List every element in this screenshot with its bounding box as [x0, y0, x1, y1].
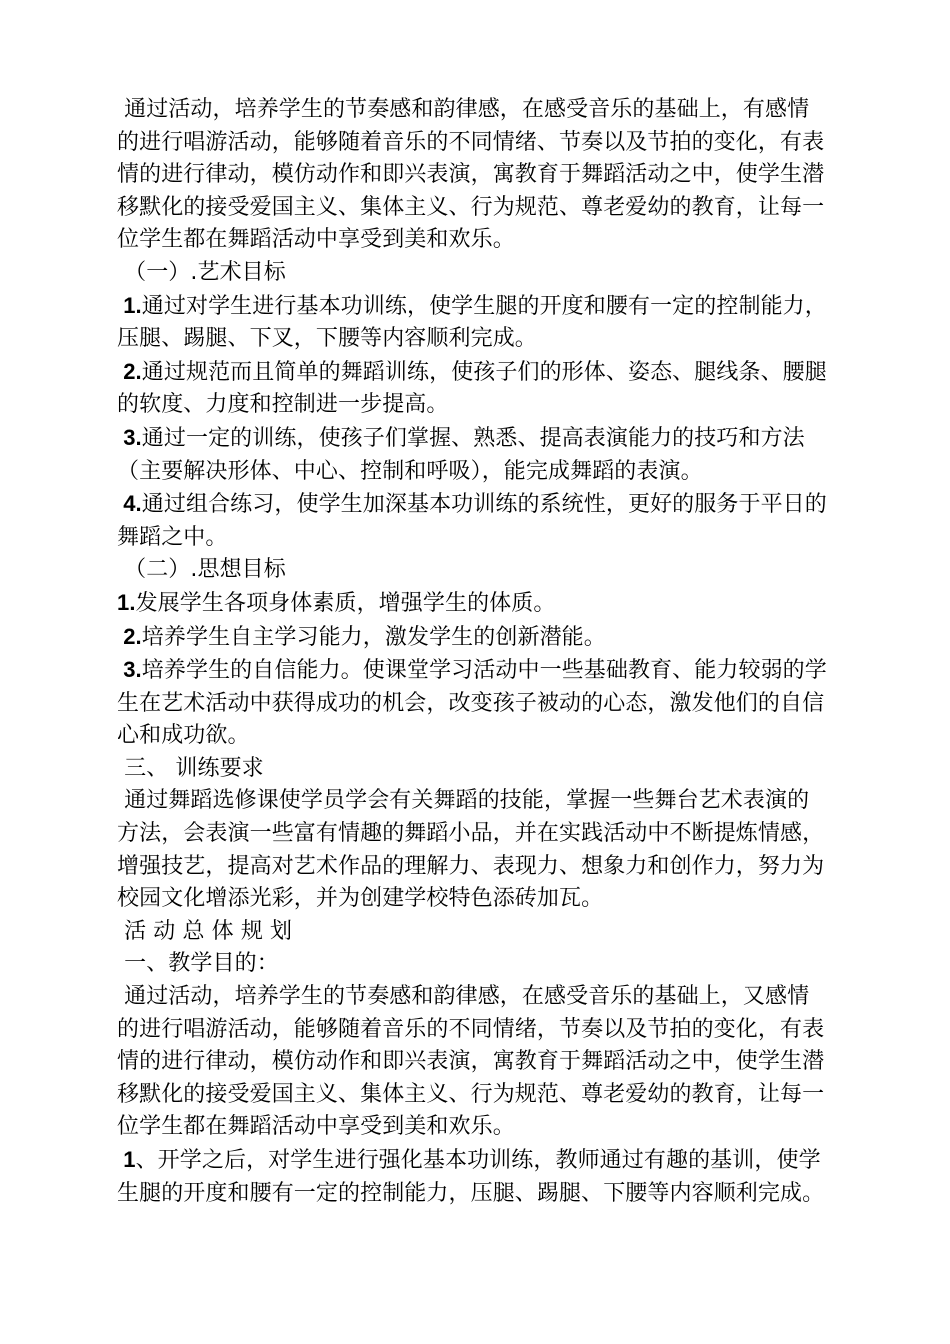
heading-text: 一、教学目的： — [117, 951, 279, 977]
paragraph-intro — [117, 94, 827, 257]
paragraph-text: 通过活动，培养学生的节奏感和韵律感，在感受音乐的基础上，有感情的进行唱游活动，能够随着音乐的不同情绪、节奏以及节拍的变化，有表情的进行律动，模仿动作和即兴表演，寓教育于舞蹈活动之中，使学生潜移默化的接受爱国主义、集体主义、行为规范、尊老爱幼的教育，让每一位学生都在舞蹈活动中享受到美和欢乐。 — [117, 97, 825, 253]
paragraph-text: 通过舞蹈选修课使学员学会有关舞蹈的技能，掌握一些舞台艺术表演的方法，会表演一些富有情趣的舞蹈小品，并在实践活动中不断提炼情感，增强技艺，提高对艺术作品的理解力、表现力、想象力和创作力，努力为校园文化增添光彩，并为创建学校特色添砖加瓦。 — [117, 788, 825, 912]
heading-training-requirements — [117, 753, 827, 786]
list-item-thought-2 — [117, 621, 827, 655]
paragraph-purpose — [117, 981, 827, 1144]
list-item-thought-1 — [117, 587, 827, 621]
list-number: 3. — [117, 657, 142, 683]
heading-text: （二）.思想目标 — [117, 557, 286, 583]
list-item-plan-1 — [117, 1144, 827, 1210]
document-body — [117, 94, 827, 1210]
heading-text: （一）.艺术目标 — [117, 259, 286, 285]
list-number: 2. — [117, 358, 142, 384]
heading-teaching-purpose — [117, 948, 827, 981]
list-number: 3. — [117, 424, 142, 450]
heading-art-goals — [117, 257, 827, 290]
list-number: 1. — [117, 292, 142, 318]
heading-text: 活 动 总 体 规 划 — [117, 918, 293, 944]
list-text: 通过组合练习，使学生加深基本功训练的系统性，更好的服务于平日的舞蹈之中。 — [117, 492, 827, 550]
list-item-art-2 — [117, 356, 827, 422]
list-text: 、开学之后，对学生进行强化基本功训练，教师通过有趣的基训，使学生腿的开度和腰有一定的控制能力，压腿、踢腿、下腰等内容顺利完成。 — [117, 1148, 825, 1206]
list-number: 4. — [117, 491, 142, 517]
list-item-art-4 — [117, 488, 827, 554]
paragraph-text: 通过活动，培养学生的节奏感和韵律感，在感受音乐的基础上，又感情的进行唱游活动，能够随着音乐的不同情绪，节奏以及节拍的变化，有表情的进行律动，模仿动作和即兴表演，寓教育于舞蹈活动之中，使学生潜移默化的接受爱国主义、集体主义、行为规范、尊老爱幼的教育，让每一位学生都在舞蹈活动中享受到美和欢乐。 — [117, 984, 825, 1140]
heading-text: 三、 训练要求 — [117, 755, 264, 781]
list-text: 通过规范而且简单的舞蹈训练，使孩子们的形体、姿态、腿线条、腰腿的软度、力度和控制进一步提高。 — [117, 359, 827, 418]
list-item-art-3 — [117, 422, 827, 488]
paragraph-training — [117, 785, 827, 915]
heading-thought-goals — [117, 554, 827, 587]
list-item-thought-3 — [117, 654, 827, 753]
list-number: 1. — [117, 589, 136, 615]
list-text: 通过对学生进行基本功训练，使学生腿的开度和腰有一定的控制能力，压腿、踢腿、下叉，下腰等内容顺利完成。 — [117, 293, 827, 352]
list-text: 通过一定的训练，使孩子们掌握、熟悉、提高表演能力的技巧和方法（主要解决形体、中心、控制和呼吸），能完成舞蹈的表演。 — [117, 425, 805, 484]
list-text: 培养学生的自信能力。使课堂学习活动中一些基础教育、能力较弱的学生在艺术活动中获得成功的机会，改变孩子被动的心态，激发他们的自信心和成功欲。 — [117, 658, 827, 749]
list-number: 1 — [117, 1147, 136, 1172]
list-item-art-1 — [117, 290, 827, 356]
list-number: 2. — [117, 623, 142, 649]
heading-overall-plan — [117, 916, 827, 949]
list-text: 培养学生自主学习能力，激发学生的创新潜能。 — [141, 624, 606, 650]
list-text: 发展学生各项身体素质，增强学生的体质。 — [135, 590, 556, 616]
